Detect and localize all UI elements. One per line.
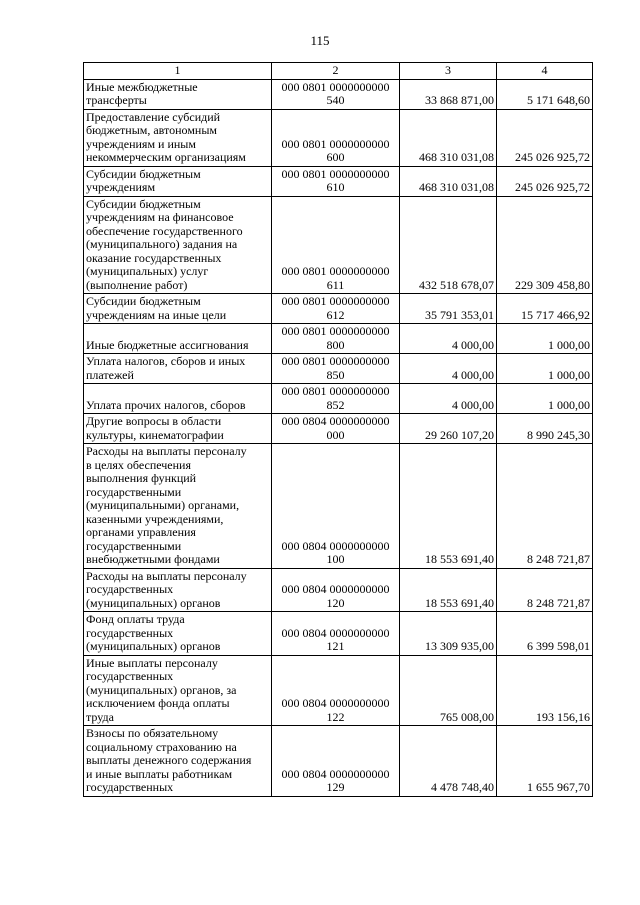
row-col3-amount: 4 478 748,40: [400, 726, 497, 797]
page-number: 115: [310, 33, 330, 48]
row-col3-amount: 13 309 935,00: [400, 612, 497, 656]
row-col3-amount: 35 791 353,01: [400, 294, 497, 324]
row-col3-amount: 468 310 031,08: [400, 109, 497, 166]
row-code-cell: 000 0801 0000000000 850: [272, 354, 400, 384]
row-code-cell: 000 0804 0000000000 120: [272, 568, 400, 612]
row-code-cell: 000 0801 0000000000 612: [272, 294, 400, 324]
row-name-cell: Расходы на выплаты персоналу в целях обеспечения выполнения функций государственными (муниципальными) органами, казенными учреждениями, органами управления государственными внебюджетными фондами: [84, 444, 272, 569]
row-col3-amount: 468 310 031,08: [400, 166, 497, 196]
row-col3-amount: 4 000,00: [400, 354, 497, 384]
table-row: [84, 655, 593, 726]
row-name-cell: Взносы по обязательному социальному страхованию на выплаты денежного содержания и иные выплаты работникам государственных: [84, 726, 272, 797]
row-col3-amount: 765 008,00: [400, 655, 497, 726]
table-row: [84, 324, 593, 354]
row-col3-amount: 4 000,00: [400, 384, 497, 414]
table-row: [84, 612, 593, 656]
row-col4-amount: 8 248 721,87: [497, 444, 593, 569]
row-name-cell: Предоставление субсидий бюджетным, автономным учреждениям и иным некоммерческим организациям: [84, 109, 272, 166]
row-code-cell: 000 0801 0000000000 611: [272, 196, 400, 294]
table-row: [84, 109, 593, 166]
row-name-cell: Иные выплаты персоналу государственных (муниципальных) органов, за исключением фонда оплаты труда: [84, 655, 272, 726]
row-col4-amount: 1 000,00: [497, 354, 593, 384]
row-col4-amount: 1 000,00: [497, 324, 593, 354]
row-col4-amount: 245 026 925,72: [497, 166, 593, 196]
row-name-cell: Уплата налогов, сборов и иных платежей: [84, 354, 272, 384]
row-name-cell: Иные межбюджетные трансферты: [84, 79, 272, 109]
row-name-cell: Иные бюджетные ассигнования: [84, 324, 272, 354]
row-name-cell: Уплата прочих налогов, сборов: [84, 384, 272, 414]
row-col3-amount: 18 553 691,40: [400, 568, 497, 612]
row-col3-amount: 18 553 691,40: [400, 444, 497, 569]
row-code-cell: 000 0801 0000000000 540: [272, 79, 400, 109]
row-col4-amount: 5 171 648,60: [497, 79, 593, 109]
table-row: [84, 294, 593, 324]
row-col4-amount: 1 000,00: [497, 384, 593, 414]
header-col-1: 1: [84, 63, 272, 80]
row-code-cell: 000 0804 0000000000 100: [272, 444, 400, 569]
table-row: [84, 414, 593, 444]
row-col4-amount: 245 026 925,72: [497, 109, 593, 166]
table-row: [84, 444, 593, 569]
row-name-cell: Субсидии бюджетным учреждениям на иные цели: [84, 294, 272, 324]
table-row: [84, 568, 593, 612]
table-row: [84, 196, 593, 294]
table-row: [84, 726, 593, 797]
row-name-cell: Субсидии бюджетным учреждениям на финансовое обеспечение государственного (муниципального) задания на оказание государственных (муниципальных) услуг (выполнение работ): [84, 196, 272, 294]
table-row: [84, 354, 593, 384]
row-col4-amount: 193 156,16: [497, 655, 593, 726]
row-code-cell: 000 0804 0000000000 129: [272, 726, 400, 797]
row-code-cell: 000 0801 0000000000 610: [272, 166, 400, 196]
row-col4-amount: 8 248 721,87: [497, 568, 593, 612]
row-col3-amount: 4 000,00: [400, 324, 497, 354]
row-name-cell: Субсидии бюджетным учреждениям: [84, 166, 272, 196]
header-col-3: 3: [400, 63, 497, 80]
row-name-cell: Другие вопросы в области культуры, кинематографии: [84, 414, 272, 444]
table-row: [84, 79, 593, 109]
row-code-cell: 000 0804 0000000000 000: [272, 414, 400, 444]
table-header-row: [84, 63, 593, 80]
row-name-cell: Расходы на выплаты персоналу государственных (муниципальных) органов: [84, 568, 272, 612]
row-col4-amount: 15 717 466,92: [497, 294, 593, 324]
header-col-4: 4: [497, 63, 593, 80]
row-code-cell: 000 0801 0000000000 600: [272, 109, 400, 166]
row-col4-amount: 1 655 967,70: [497, 726, 593, 797]
row-code-cell: 000 0801 0000000000 852: [272, 384, 400, 414]
row-code-cell: 000 0801 0000000000 800: [272, 324, 400, 354]
budget-table: [83, 62, 593, 797]
table-row: [84, 166, 593, 196]
row-col3-amount: 33 868 871,00: [400, 79, 497, 109]
table-row: [84, 384, 593, 414]
row-col3-amount: 432 518 678,07: [400, 196, 497, 294]
row-code-cell: 000 0804 0000000000 121: [272, 612, 400, 656]
row-code-cell: 000 0804 0000000000 122: [272, 655, 400, 726]
row-name-cell: Фонд оплаты труда государственных (муниципальных) органов: [84, 612, 272, 656]
row-col4-amount: 6 399 598,01: [497, 612, 593, 656]
row-col3-amount: 29 260 107,20: [400, 414, 497, 444]
row-col4-amount: 8 990 245,30: [497, 414, 593, 444]
row-col4-amount: 229 309 458,80: [497, 196, 593, 294]
header-col-2: 2: [272, 63, 400, 80]
